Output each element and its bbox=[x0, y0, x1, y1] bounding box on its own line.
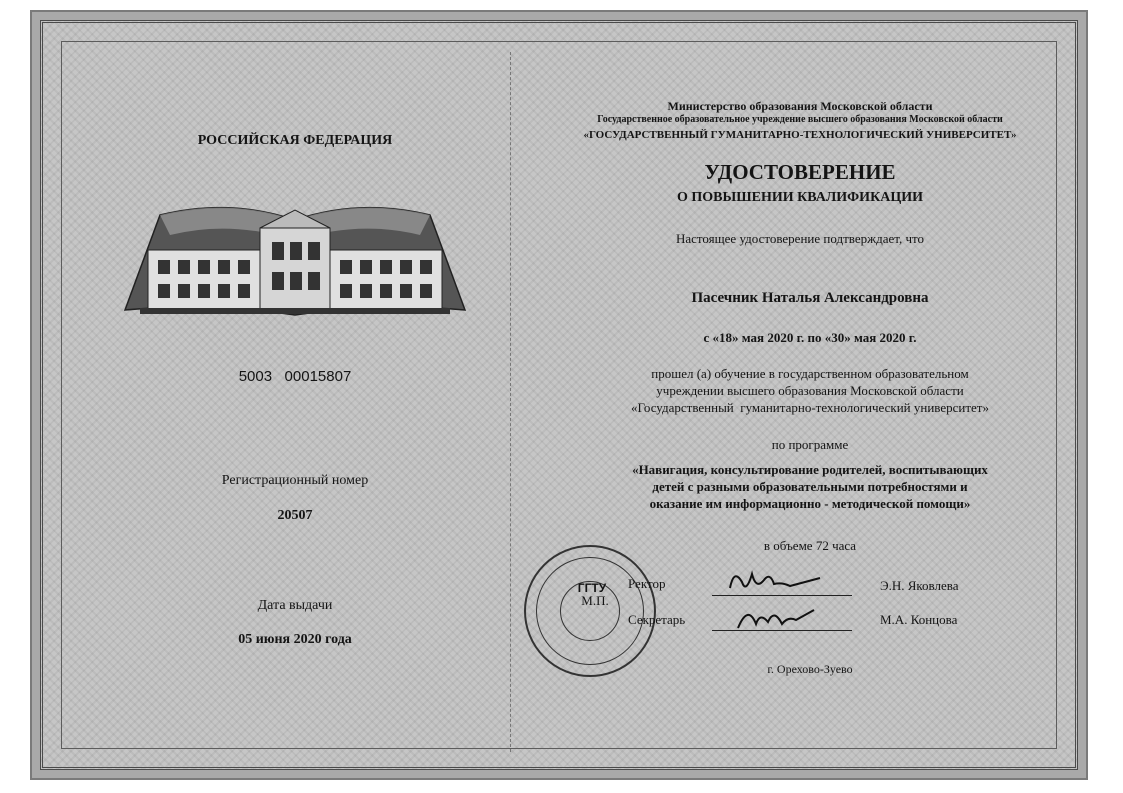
rector-label: Ректор bbox=[628, 576, 666, 591]
program-line-1: «Навигация, консультирование родителей, воспитывающих bbox=[632, 462, 988, 477]
series-number: 5003 00015807 bbox=[238, 368, 352, 385]
program-label: по программе bbox=[771, 437, 849, 452]
university-building-emblem bbox=[120, 190, 470, 340]
registration-label: Регистрационный номер bbox=[221, 473, 369, 488]
training-line-3: «Государственный гуманитарно-технологический университет» bbox=[631, 400, 989, 415]
confirmation-text: Настоящее удостоверение подтверждает, что bbox=[675, 231, 924, 246]
program-line-2: детей с разными образовательными потребностями и bbox=[652, 479, 968, 494]
university-name: «ГОСУДАРСТВЕННЫЙ ГУМАНИТАРНО-ТЕХНОЛОГИЧЕСКИЙ УНИВЕРСИТЕТ» bbox=[583, 129, 1017, 141]
country-title: РОССИЙСКАЯ ФЕДЕРАЦИЯ bbox=[197, 133, 393, 148]
person-name: Пасечник Наталья Александровна bbox=[691, 290, 929, 306]
document-title: УДОСТОВЕРЕНИЕ bbox=[704, 160, 896, 184]
stamp-text: ГГТУ bbox=[577, 581, 607, 595]
official-stamp bbox=[524, 545, 656, 677]
stamp-placeholder-label: М.П. bbox=[581, 593, 609, 608]
training-volume: в объеме 72 часа bbox=[763, 538, 857, 553]
training-period: с «18» мая 2020 г. по «30» мая 2020 г. bbox=[703, 330, 917, 345]
training-line-2: учреждении высшего образования Московской области bbox=[656, 383, 964, 398]
rector-name: Э.Н. Яковлева bbox=[880, 578, 959, 593]
issue-date-label: Дата выдачи bbox=[257, 598, 333, 613]
rector-signature-line bbox=[712, 595, 852, 596]
ministry-name: Министерство образования Московской области bbox=[667, 99, 933, 113]
secretary-signature-line bbox=[712, 630, 852, 631]
secretary-signature bbox=[730, 598, 830, 638]
program-line-3: оказание им информационно - методической помощи» bbox=[649, 496, 971, 511]
secretary-label: Секретарь bbox=[628, 612, 686, 627]
issue-city: г. Орехово-Зуево bbox=[767, 662, 853, 676]
registration-number: 20507 bbox=[277, 508, 313, 523]
institution-full-name: Государственное образовательное учреждение высшего образования Московской области bbox=[597, 114, 1003, 125]
secretary-name: М.А. Концова bbox=[880, 612, 958, 627]
page-fold bbox=[510, 52, 511, 752]
document-subtitle: О ПОВЫШЕНИИ КВАЛИФИКАЦИИ bbox=[676, 190, 924, 205]
rector-signature bbox=[720, 560, 830, 600]
training-line-1: прошел (а) обучение в государственном образовательном bbox=[651, 366, 969, 381]
issue-date: 05 июня 2020 года bbox=[238, 632, 352, 647]
